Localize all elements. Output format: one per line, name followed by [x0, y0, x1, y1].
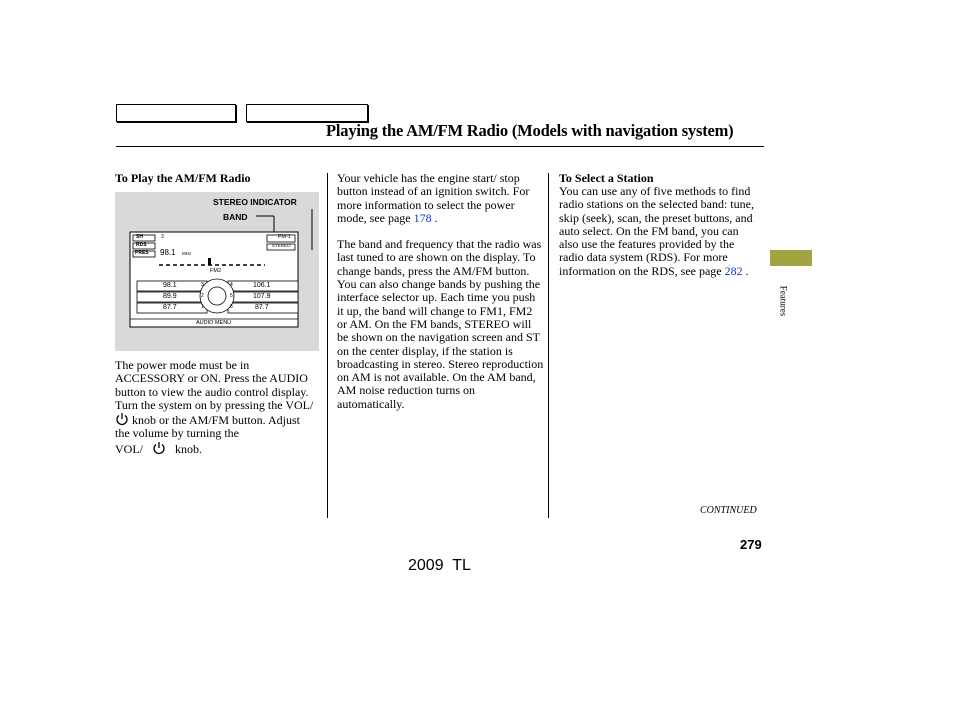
fig-preset-left-1: 98.1	[163, 282, 177, 289]
column-divider-2	[548, 173, 549, 518]
fig-band-button: FM-1	[278, 234, 291, 240]
fig-frequency-unit: MHz	[182, 251, 192, 256]
col1-paragraph	[115, 359, 315, 456]
fig-preset-right-2: 107.9	[253, 293, 271, 300]
col2-para2: The band and frequency that the radio was last tuned to are shown on the display. To change bands, press the AM/FM button. You can also change bands by pushing the interface selector up. Each time you push it up, the band will change to FM1, FM2 or AM. On the FM bands, STEREO will be shown on the navigation screen and ST on the center display, if the station is broadcasting in stereo. Stereo reproduction on AM is not available. On the AM band, AM noise reduction turns on automatically.	[337, 237, 544, 411]
fig-preset-right-3: 87.7	[255, 304, 269, 311]
col1-text-end: knob.	[175, 441, 202, 456]
fig-preset-right-1: 106.1	[253, 282, 271, 289]
title-rule	[116, 146, 764, 147]
fig-preset-num-left-2: 2	[201, 293, 204, 299]
page-link-178[interactable]: 178	[413, 210, 432, 225]
fig-preset-num-right-3: 6	[230, 304, 233, 310]
fig-stereo-button: STEREO	[272, 243, 291, 248]
col3-para1: You can use any of five methods to find radio stations on the selected band: tune, skip (seek), scan, the preset buttons, and auto select. On the FM band, you can also use the features provided by the radio data system (RDS). For more information on the RDS, see page	[559, 184, 754, 278]
page-title: Playing the AM/FM Radio (Models with navigation system)	[326, 121, 734, 140]
col3-para1-end: .	[745, 263, 749, 278]
fig-preset-num-right-2: 5	[230, 293, 233, 299]
header-tab-box-1	[116, 104, 236, 122]
fig-sh-button: SH	[136, 234, 143, 240]
fig-pres-button: PRES	[135, 250, 149, 256]
col1-text-2: knob or the AM/FM button. Adjust the volume by turning the	[115, 413, 301, 441]
fig-rds-button: RDS	[136, 242, 147, 248]
col2-text	[337, 172, 544, 411]
features-side-tab	[770, 250, 812, 266]
fig-preset-num-left-3: 1	[201, 304, 204, 310]
model-footer: 2009 TL	[408, 557, 471, 574]
header-tab-box-2	[246, 104, 368, 122]
stereo-indicator-label: STEREO INDICATOR	[213, 197, 297, 207]
page-number: 279	[740, 537, 762, 552]
col1-text-vol: VOL/	[115, 441, 143, 456]
col2-para1-end: .	[434, 210, 438, 225]
col1-text-1: The power mode must be in ACCESSORY or ON. Press the AUDIO button to view the audio control display. Turn the system on by pressing the VOL/	[115, 358, 314, 412]
fig-preset-left-3: 87.7	[163, 304, 177, 311]
fig-preset-num-left-1: 3	[201, 282, 204, 288]
fig-frequency: 98.1	[160, 248, 176, 257]
band-label: BAND	[223, 212, 248, 222]
continued-label: CONTINUED	[700, 505, 757, 516]
col2-para1: Your vehicle has the engine start/ stop button instead of an ignition switch. For more information to select the power mode, see page	[337, 171, 530, 225]
power-icon	[152, 441, 166, 455]
col3-text	[559, 185, 755, 278]
fig-band-name: FM2	[210, 268, 221, 274]
fig-preset-num-right-1: 4	[230, 282, 233, 288]
column-divider-1	[327, 173, 328, 518]
power-icon	[115, 412, 129, 426]
fig-audio-menu: AUDIO MENU	[196, 320, 232, 326]
fig-preset-left-2: 89.9	[163, 293, 177, 300]
fig-sh-number: 3	[161, 234, 164, 240]
features-side-label: Features	[778, 285, 789, 317]
page-link-282[interactable]: 282	[724, 263, 743, 278]
section-heading-play-radio: To Play the AM/FM Radio	[115, 171, 251, 185]
section-heading-select-station: To Select a Station	[559, 171, 654, 185]
radio-display-figure	[115, 192, 319, 351]
